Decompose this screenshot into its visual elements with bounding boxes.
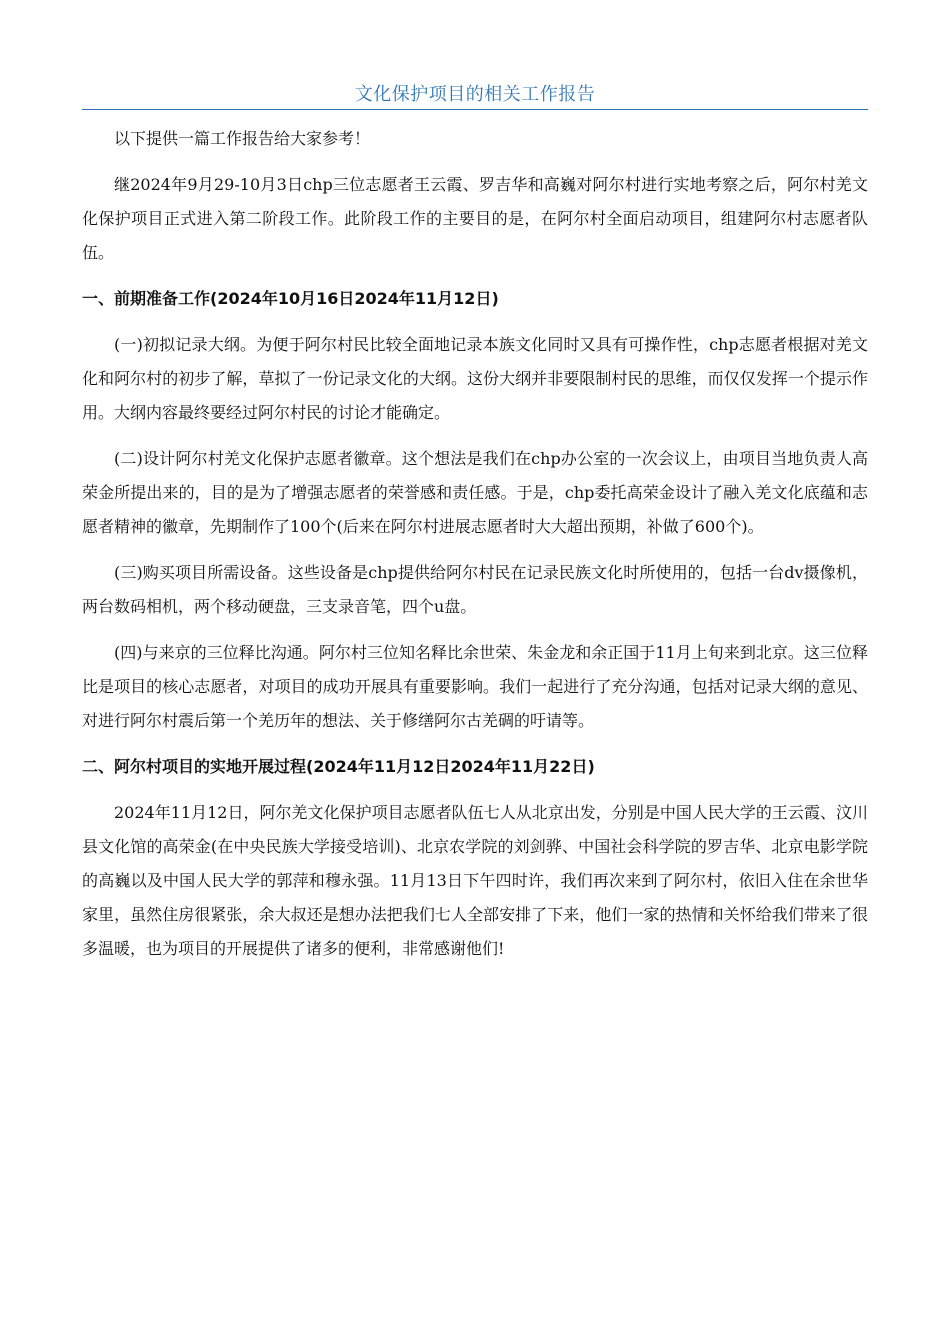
section-paragraph: (二)设计阿尔村羌文化保护志愿者徽章。这个想法是我们在chp办公室的一次会议上，由项目当地负责人高荣金所提出来的，目的是为了增强志愿者的荣誉感和责任感。于是，chp委托高荣金设计了融入羌文化底蕴和志愿者精神的徽章，先期制作了100个(后来在阿尔村进展志愿者时大大超出预期，补做了600个)。 bbox=[82, 449, 868, 536]
intro-paragraph: 以下提供一篇工作报告给大家参考！ bbox=[114, 129, 371, 148]
opening-paragraph: 继2024年9月29-10月3日chp三位志愿者王云霞、罗吉华和高巍对阿尔村进行实地考察之后，阿尔村羌文化保护项目正式进入第二阶段工作。此阶段工作的主要目的是，在阿尔村全面启动项目，组建阿尔村志愿者队伍。 bbox=[82, 175, 868, 262]
title-underline bbox=[82, 109, 868, 110]
section-heading-fieldwork: 二、阿尔村项目的实地开展过程(2024年11月12日2024年11月22日) bbox=[82, 757, 595, 776]
section-paragraph: 2024年11月12日，阿尔羌文化保护项目志愿者队伍七人从北京出发，分别是中国人民大学的王云霞、汶川县文化馆的高荣金(在中央民族大学接受培训)、北京农学院的刘剑骅、中国社会科学院的罗吉华、北京电影学院的高巍以及中国人民大学的郭萍和穆永强。11月13日下午四时许，我们再次来到了阿尔村，依旧入住在余世华家里，虽然住房很紧张，余大叔还是想办法把我们七人全部安排了下来，他们一家的热情和关怀给我们带来了很多温暖，也为项目的开展提供了诸多的便利，非常感谢他们! bbox=[82, 803, 868, 958]
section-paragraph: (四)与来京的三位释比沟通。阿尔村三位知名释比余世荣、朱金龙和余正国于11月上旬来到北京。这三位释比是项目的核心志愿者，对项目的成功开展具有重要影响。我们一起进行了充分沟通，包括对记录大纲的意见、对进行阿尔村震后第一个羌历年的想法、关于修缮阿尔古羌碉的吁请等。 bbox=[82, 643, 868, 730]
document-title: 文化保护项目的相关工作报告 bbox=[354, 84, 596, 105]
section-heading-preparation: 一、前期准备工作(2024年10月16日2024年11月12日) bbox=[82, 289, 499, 308]
section-paragraph: (三)购买项目所需设备。这些设备是chp提供给阿尔村民在记录民族文化时所使用的，包括一台dv摄像机，两台数码相机，两个移动硬盘，三支录音笔，四个u盘。 bbox=[82, 563, 868, 616]
section-paragraph: (一)初拟记录大纲。为便于阿尔村民比较全面地记录本族文化同时又具有可操作性，chp志愿者根据对羌文化和阿尔村的初步了解，草拟了一份记录文化的大纲。这份大纲并非要限制村民的思维，而仅仅发挥一个提示作用。大纲内容最终要经过阿尔村民的讨论才能确定。 bbox=[82, 335, 868, 422]
document-body bbox=[82, 122, 868, 978]
